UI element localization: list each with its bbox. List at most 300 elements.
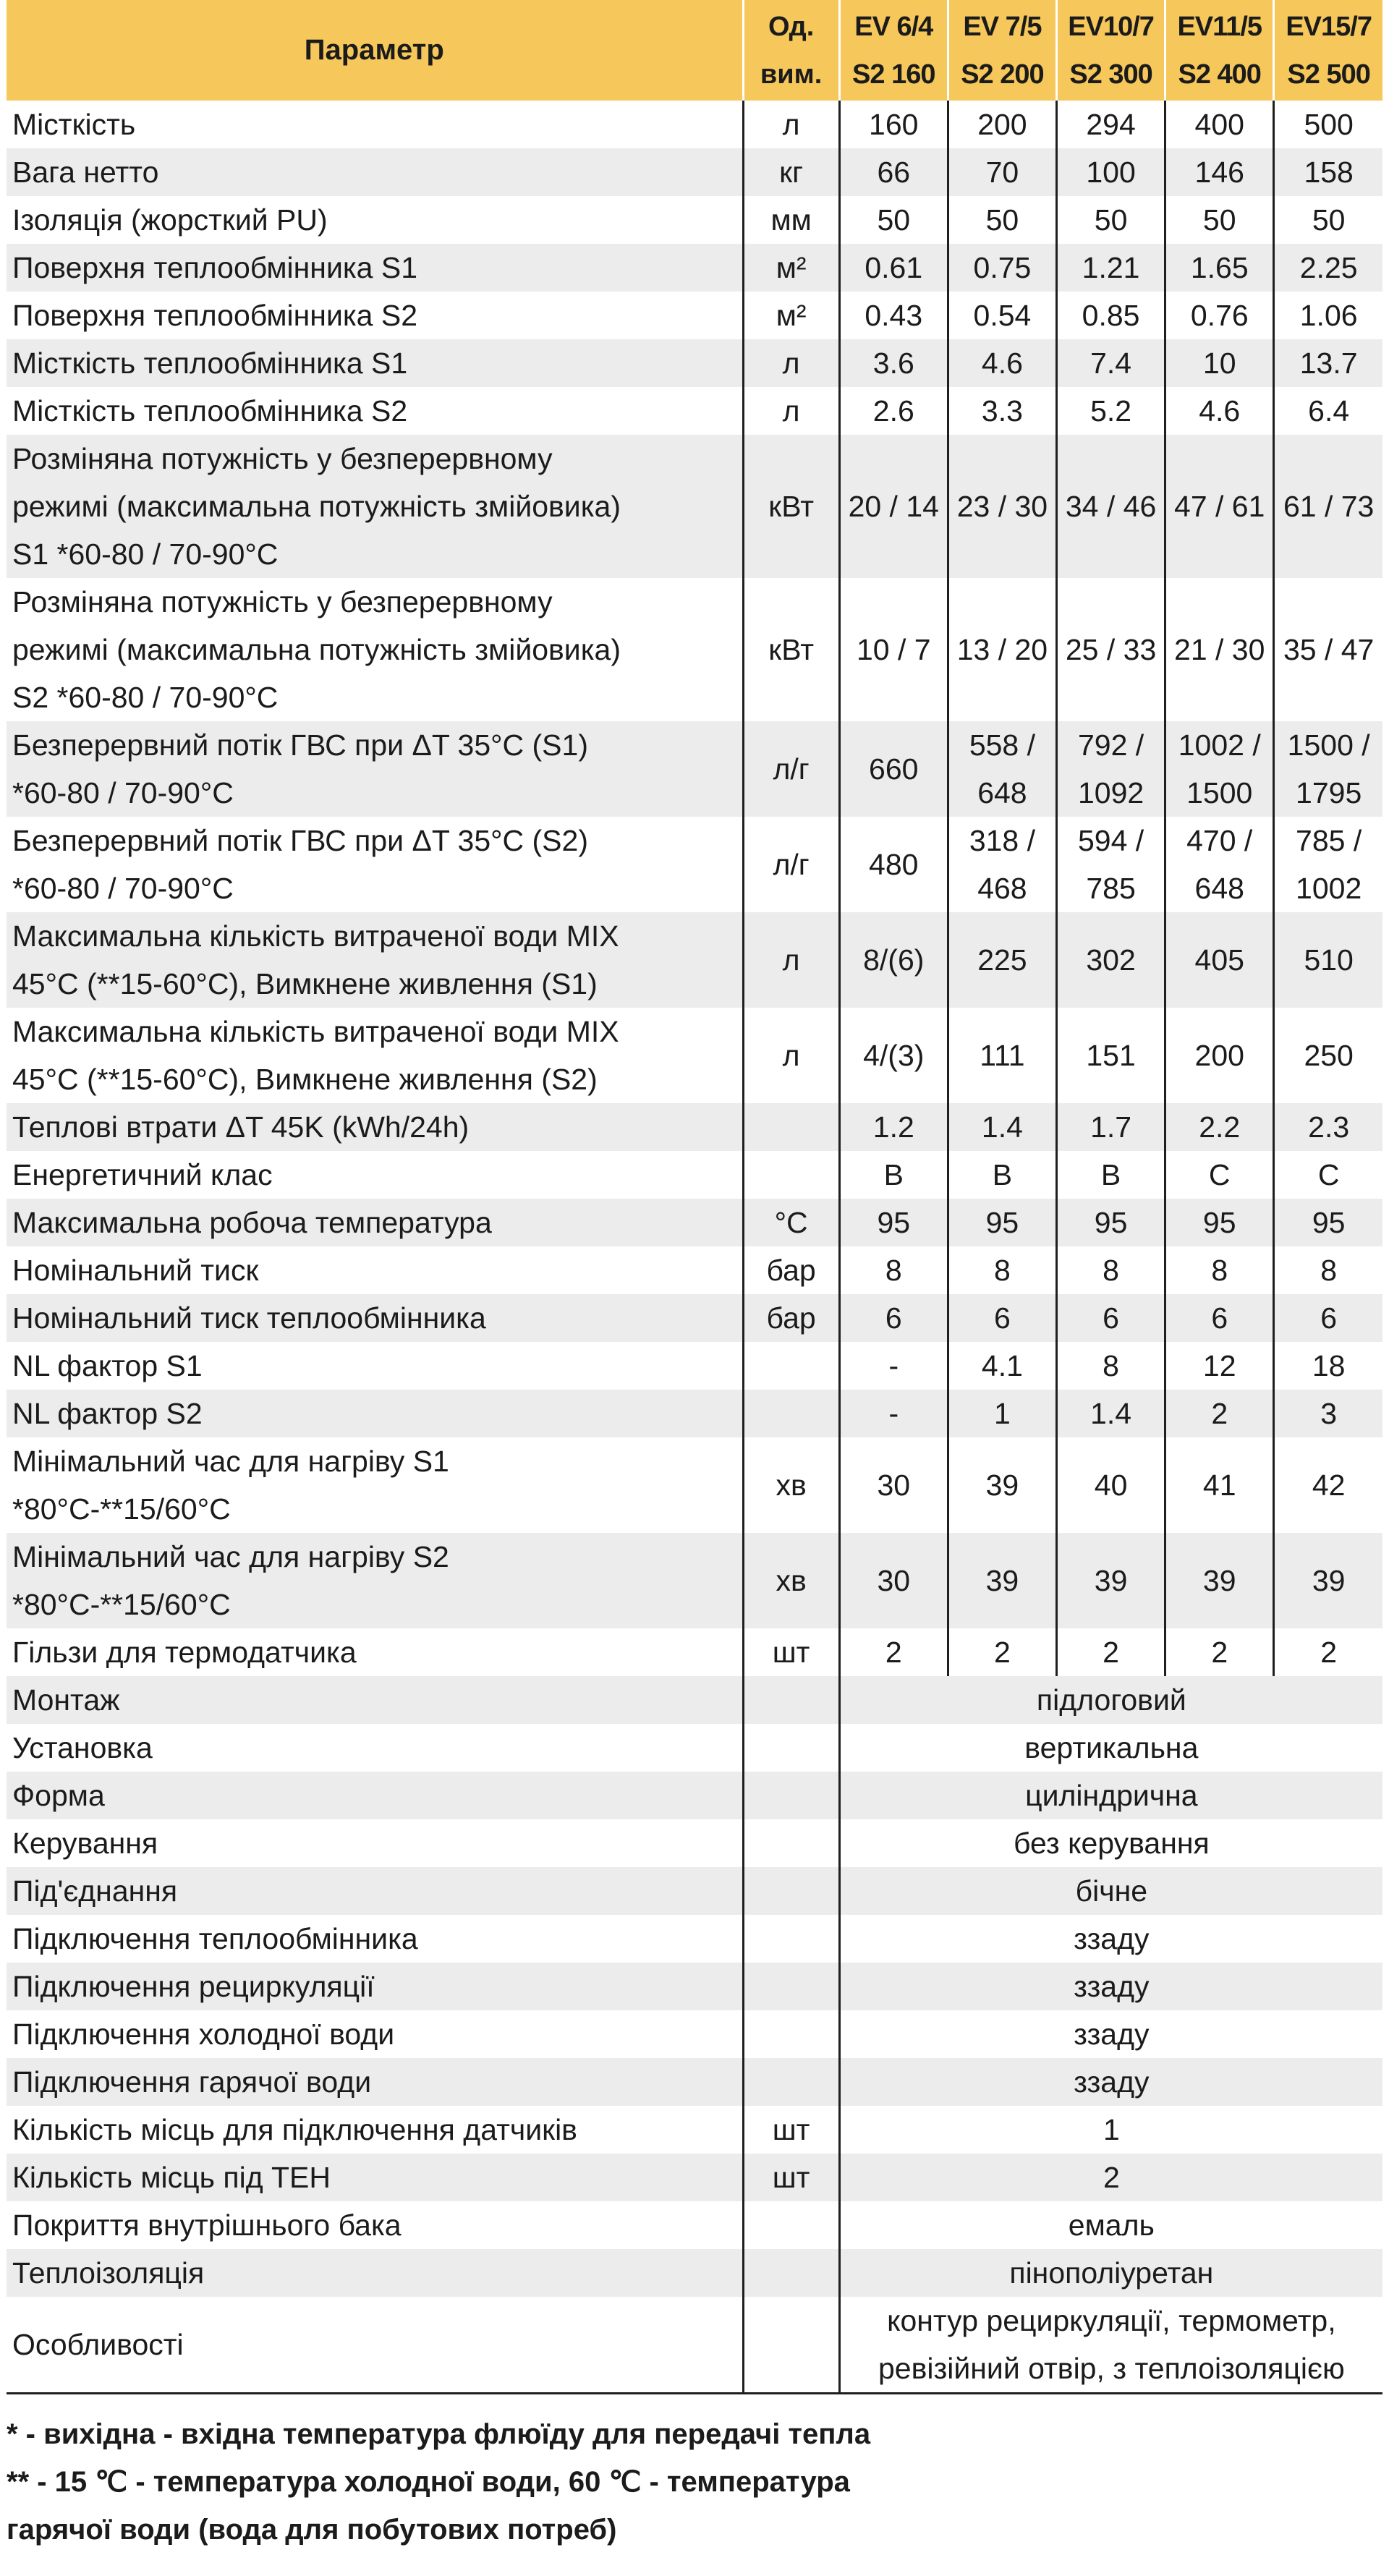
param-line: Вага нетто (12, 156, 159, 189)
param-line: режимі (максимальна потужність змійовика) (12, 633, 621, 666)
value-cell: 0.54 (948, 292, 1056, 339)
value-line: ревізійний отвір, з теплоізоляцією (878, 2352, 1345, 2385)
value-cell (1057, 578, 1165, 721)
value-cell (1057, 1008, 1165, 1103)
value-span-cell (839, 2154, 1382, 2201)
value-cell: 2 (1057, 1628, 1165, 1676)
unit-cell (743, 2058, 839, 2106)
value-line: 1 (1103, 2113, 1120, 2146)
param-line: Підключення холодної води (12, 2018, 395, 2051)
value-cell: 1.65 (1165, 244, 1274, 292)
value-span-cell (839, 1724, 1382, 1772)
value-cell: 8 (1274, 1246, 1382, 1294)
param-cell (7, 1008, 743, 1103)
table-row (7, 387, 1382, 435)
value-cell: 95 (839, 1199, 948, 1246)
value-cell: 1.21 (1057, 244, 1165, 292)
param-cell (7, 1963, 743, 2010)
unit-cell (743, 1867, 839, 1915)
table-row (7, 578, 1382, 721)
value-cell: 18 (1274, 1342, 1382, 1390)
value-cell: 50 (1057, 196, 1165, 244)
value-cell: 8 (839, 1246, 948, 1294)
value-line: 594 / (1077, 824, 1144, 857)
value-cell: 4.6 (948, 339, 1056, 387)
unit-cell: шт (743, 1628, 839, 1676)
value-span-cell (839, 1772, 1382, 1819)
header-model-line: S2 500 (1287, 59, 1370, 90)
value-cell (948, 1533, 1056, 1628)
value-cell (1274, 912, 1382, 1008)
value-cell (1165, 1437, 1274, 1533)
param-line: Особливості (12, 2328, 184, 2361)
table-row (7, 1246, 1382, 1294)
value-cell (1274, 435, 1382, 578)
value-cell: 0.85 (1057, 292, 1165, 339)
param-line: Під'єднання (12, 1874, 178, 1908)
value-cell (1165, 578, 1274, 721)
param-line: 45°C (**15-60°C), Вимкнене живлення (S1) (12, 967, 598, 1000)
table-row (7, 2201, 1382, 2249)
param-line: Енергетичний клас (12, 1158, 273, 1191)
header-model (1057, 0, 1165, 101)
value-cell (948, 578, 1056, 721)
value-cell: 10 (1165, 339, 1274, 387)
value-cell: 6 (1165, 1294, 1274, 1342)
table-row (7, 2058, 1382, 2106)
value-cell: 2.6 (839, 387, 948, 435)
value-span-cell (839, 2058, 1382, 2106)
param-cell (7, 148, 743, 196)
value-line: 4/(3) (863, 1039, 925, 1072)
value-cell: 1.4 (948, 1103, 1056, 1151)
table-row (7, 1772, 1382, 1819)
param-cell (7, 578, 743, 721)
value-cell: 95 (1165, 1199, 1274, 1246)
value-cell (1274, 1437, 1382, 1533)
param-line: Кількість місць під ТЕН (12, 2161, 331, 2194)
value-cell: 2 (948, 1628, 1056, 1676)
table-row (7, 1294, 1382, 1342)
value-line: 785 (1086, 872, 1136, 905)
value-cell (1057, 435, 1165, 578)
table-row (7, 435, 1382, 578)
param-line: Місткість (12, 108, 136, 141)
value-line: 468 (977, 872, 1027, 905)
param-cell (7, 339, 743, 387)
value-cell (839, 817, 948, 912)
header-unit-line: Од. (768, 11, 815, 42)
value-line: 23 / 30 (956, 490, 1048, 523)
value-line: 250 (1304, 1039, 1354, 1072)
value-line: бічне (1075, 1874, 1148, 1908)
value-line: 302 (1086, 943, 1136, 977)
value-cell: 500 (1274, 101, 1382, 148)
value-cell: 2 (1165, 1628, 1274, 1676)
unit-cell (743, 1676, 839, 1724)
header-model-line: EV 6/4 (854, 11, 933, 42)
value-line: 39 (985, 1468, 1019, 1502)
value-cell: 200 (948, 101, 1056, 148)
table-header (7, 0, 1382, 101)
table-row (7, 1676, 1382, 1724)
value-line: ззаду (1074, 1922, 1150, 1955)
param-line: Місткість теплообмінника S1 (12, 347, 408, 380)
value-line: 225 (977, 943, 1027, 977)
param-cell (7, 1437, 743, 1533)
value-cell (1165, 912, 1274, 1008)
param-line: Підключення теплообмінника (12, 1922, 418, 1955)
unit-cell: мм (743, 196, 839, 244)
unit-cell (743, 1772, 839, 1819)
param-cell (7, 196, 743, 244)
value-line: 1500 (1186, 776, 1253, 809)
value-cell (839, 721, 948, 817)
value-cell: 8 (948, 1246, 1056, 1294)
value-line: 20 / 14 (848, 490, 939, 523)
header-model-line: S2 300 (1069, 59, 1152, 90)
value-cell: 6 (839, 1294, 948, 1342)
value-cell: 160 (839, 101, 948, 148)
value-line: 34 / 46 (1065, 490, 1157, 523)
table-row (7, 244, 1382, 292)
header-model-line: S2 200 (961, 59, 1044, 90)
value-line: 39 (985, 1564, 1019, 1597)
table-row (7, 1342, 1382, 1390)
value-cell: 95 (1057, 1199, 1165, 1246)
unit-cell: хв (743, 1437, 839, 1533)
value-cell: 70 (948, 148, 1056, 196)
param-line: Номінальний тиск теплообмінника (12, 1301, 486, 1335)
param-cell (7, 1294, 743, 1342)
param-cell (7, 1533, 743, 1628)
value-cell: 66 (839, 148, 948, 196)
value-cell: C (1274, 1151, 1382, 1199)
param-line: Гільзи для термодатчика (12, 1636, 357, 1669)
value-cell: 0.75 (948, 244, 1056, 292)
value-line: 42 (1312, 1468, 1346, 1502)
unit-cell (743, 1103, 839, 1151)
param-line: 45°C (**15-60°C), Вимкнене живлення (S2) (12, 1063, 598, 1096)
unit-cell (743, 1819, 839, 1867)
value-cell: 8 (1057, 1246, 1165, 1294)
param-line: Покриття внутрішнього бака (12, 2209, 402, 2242)
param-line: Підключення рециркуляції (12, 1970, 375, 2003)
param-line: NL фактор S1 (12, 1349, 203, 1382)
value-cell: 146 (1165, 148, 1274, 196)
table-row (7, 2106, 1382, 2154)
value-cell: 3 (1274, 1390, 1382, 1437)
param-line: Максимальна кількість витраченої води MIX (12, 919, 619, 953)
unit-cell: л (743, 912, 839, 1008)
value-cell (1274, 1533, 1382, 1628)
value-cell: B (839, 1151, 948, 1199)
value-cell (948, 721, 1056, 817)
value-cell: 8 (1165, 1246, 1274, 1294)
value-cell: B (948, 1151, 1056, 1199)
value-cell: 0.43 (839, 292, 948, 339)
value-span-cell (839, 1819, 1382, 1867)
value-span-cell (839, 1867, 1382, 1915)
value-cell (839, 435, 948, 578)
header-model (1165, 0, 1274, 101)
value-cell: 3.3 (948, 387, 1056, 435)
value-span-cell (839, 2010, 1382, 2058)
value-line: 41 (1202, 1468, 1236, 1502)
unit-cell (743, 2010, 839, 2058)
value-cell: 294 (1057, 101, 1165, 148)
param-line: Мінімальний час для нагріву S2 (12, 1540, 449, 1573)
value-cell: 7.4 (1057, 339, 1165, 387)
unit-cell (743, 1390, 839, 1437)
unit-cell (743, 1151, 839, 1199)
value-cell (1274, 578, 1382, 721)
value-line: 405 (1194, 943, 1244, 977)
value-line: 648 (977, 776, 1027, 809)
unit-cell: шт (743, 2106, 839, 2154)
value-line: 1795 (1296, 776, 1362, 809)
value-cell (1165, 1008, 1274, 1103)
table-row (7, 912, 1382, 1008)
value-cell: 50 (839, 196, 948, 244)
value-line: 10 / 7 (856, 633, 931, 666)
value-line: 318 / (969, 824, 1036, 857)
value-cell: 2 (1165, 1390, 1274, 1437)
value-cell: 400 (1165, 101, 1274, 148)
table-row (7, 1390, 1382, 1437)
unit-cell (743, 1915, 839, 1963)
value-cell (1165, 435, 1274, 578)
value-cell (1165, 721, 1274, 817)
value-cell (839, 578, 948, 721)
unit-cell (743, 2249, 839, 2297)
table-row (7, 2154, 1382, 2201)
value-line: циліндрична (1025, 1779, 1198, 1812)
value-line: 660 (869, 752, 919, 786)
value-line: вертикальна (1024, 1731, 1199, 1764)
param-cell (7, 2249, 743, 2297)
table-row (7, 1151, 1382, 1199)
table-row (7, 1533, 1382, 1628)
value-cell (1057, 1437, 1165, 1533)
value-cell (1057, 1533, 1165, 1628)
value-cell: 13.7 (1274, 339, 1382, 387)
header-model-line: EV10/7 (1068, 11, 1154, 42)
value-cell (839, 1437, 948, 1533)
param-cell (7, 2297, 743, 2394)
param-cell (7, 1246, 743, 1294)
value-cell: 8 (1057, 1342, 1165, 1390)
value-line: 480 (869, 848, 919, 881)
unit-cell: л (743, 1008, 839, 1103)
unit-cell: шт (743, 2154, 839, 2201)
value-cell (1057, 912, 1165, 1008)
value-cell: 5.2 (1057, 387, 1165, 435)
unit-cell: бар (743, 1246, 839, 1294)
unit-cell (743, 1342, 839, 1390)
value-line: 39 (1202, 1564, 1236, 1597)
value-cell: 6 (1274, 1294, 1382, 1342)
table-row (7, 1724, 1382, 1772)
value-line: ззаду (1074, 2018, 1150, 2051)
value-cell: 50 (1165, 196, 1274, 244)
header-param: Параметр (7, 0, 743, 101)
param-cell (7, 2058, 743, 2106)
table-row (7, 1819, 1382, 1867)
value-line: 40 (1094, 1468, 1128, 1502)
table-row (7, 101, 1382, 148)
param-cell (7, 1103, 743, 1151)
value-cell: 100 (1057, 148, 1165, 196)
param-cell (7, 1676, 743, 1724)
value-line: підлоговий (1036, 1683, 1186, 1717)
value-cell (1274, 721, 1382, 817)
value-cell: 0.61 (839, 244, 948, 292)
param-line: Монтаж (12, 1683, 120, 1717)
value-line: 47 / 61 (1174, 490, 1265, 523)
param-cell (7, 721, 743, 817)
value-line: 151 (1086, 1039, 1136, 1072)
param-cell (7, 292, 743, 339)
value-span-cell (839, 2106, 1382, 2154)
param-line: Керування (12, 1827, 158, 1860)
value-line: ззаду (1074, 2065, 1150, 2099)
value-cell (839, 912, 948, 1008)
value-cell: 1.06 (1274, 292, 1382, 339)
unit-cell: кг (743, 148, 839, 196)
param-line: Поверхня теплообмінника S2 (12, 299, 418, 332)
value-line: 30 (877, 1468, 911, 1502)
unit-cell: хв (743, 1533, 839, 1628)
param-cell (7, 244, 743, 292)
param-cell (7, 1772, 743, 1819)
value-cell: 50 (1274, 196, 1382, 244)
table-row (7, 817, 1382, 912)
unit-cell: л/г (743, 817, 839, 912)
param-line: *80°C-**15/60°C (12, 1492, 231, 1526)
value-line: контур рециркуляції, термометр, (887, 2304, 1336, 2337)
value-cell: C (1165, 1151, 1274, 1199)
value-cell (839, 1533, 948, 1628)
value-line: 510 (1304, 943, 1354, 977)
value-cell: - (839, 1390, 948, 1437)
value-line: 648 (1194, 872, 1244, 905)
param-line: Безперервний потік ГВС при ΔT 35°C (S1) (12, 728, 588, 762)
param-line: Розміняна потужність у безперервному (12, 442, 553, 475)
value-cell: 50 (948, 196, 1056, 244)
unit-cell: м² (743, 244, 839, 292)
param-cell (7, 1724, 743, 1772)
param-cell (7, 2010, 743, 2058)
table-row (7, 721, 1382, 817)
unit-cell (743, 1724, 839, 1772)
value-span-cell (839, 1963, 1382, 2010)
param-cell (7, 1867, 743, 1915)
table-row (7, 1008, 1382, 1103)
value-line: 35 / 47 (1283, 633, 1375, 666)
value-line: 25 / 33 (1065, 633, 1157, 666)
value-line: 111 (980, 1039, 1025, 1072)
param-line: Підключення гарячої води (12, 2065, 372, 2099)
header-model-line: EV 7/5 (963, 11, 1042, 42)
value-cell: 3.6 (839, 339, 948, 387)
param-cell (7, 1151, 743, 1199)
value-line: 8/(6) (863, 943, 925, 977)
value-span-cell (839, 1915, 1382, 1963)
unit-cell (743, 2201, 839, 2249)
value-cell: 95 (1274, 1199, 1382, 1246)
unit-cell: л (743, 101, 839, 148)
param-line: *80°C-**15/60°C (12, 1588, 231, 1621)
value-cell: 2.25 (1274, 244, 1382, 292)
value-cell (839, 1008, 948, 1103)
unit-cell: л (743, 339, 839, 387)
param-line: Безперервний потік ГВС при ΔT 35°C (S2) (12, 824, 588, 857)
param-cell (7, 101, 743, 148)
value-cell: 1.7 (1057, 1103, 1165, 1151)
param-cell (7, 912, 743, 1008)
param-cell (7, 387, 743, 435)
table-row (7, 1867, 1382, 1915)
table-body (7, 101, 1382, 2394)
unit-cell: бар (743, 1294, 839, 1342)
value-line: 792 / (1077, 728, 1144, 762)
unit-cell: м² (743, 292, 839, 339)
param-line: Форма (12, 1779, 105, 1812)
param-line: Ізоляція (жорсткий PU) (12, 203, 328, 237)
param-line: Місткість теплообмінника S2 (12, 394, 408, 428)
value-cell: 2.3 (1274, 1103, 1382, 1151)
param-line: NL фактор S2 (12, 1397, 203, 1430)
unit-cell (743, 1963, 839, 2010)
param-line: *60-80 / 70-90°C (12, 872, 234, 905)
header-model-line: EV15/7 (1286, 11, 1372, 42)
header-model (948, 0, 1056, 101)
value-line: 470 / (1186, 824, 1253, 857)
param-cell (7, 2106, 743, 2154)
footnote-line: ** - 15 ℃ - температура холодної води, 60 ℃ - температура (7, 2466, 850, 2498)
param-line: Максимальна кількість витраченої води MIX (12, 1015, 619, 1048)
value-cell: 6 (948, 1294, 1056, 1342)
param-line: Розміняна потужність у безперервному (12, 585, 553, 619)
param-line: Кількість місць для підключення датчиків (12, 2113, 577, 2146)
value-cell (1274, 817, 1382, 912)
param-line: Номінальний тиск (12, 1254, 259, 1287)
param-line: режимі (максимальна потужність змійовика) (12, 490, 621, 523)
param-line: *60-80 / 70-90°C (12, 776, 234, 809)
param-cell (7, 817, 743, 912)
value-cell: 1.2 (839, 1103, 948, 1151)
footnotes (7, 2410, 1389, 2554)
value-line: 1500 / (1287, 728, 1370, 762)
table-row (7, 292, 1382, 339)
value-span-cell (839, 2297, 1382, 2394)
value-line: 39 (1312, 1564, 1346, 1597)
unit-cell: кВт (743, 578, 839, 721)
value-cell (948, 1437, 1056, 1533)
param-cell (7, 1819, 743, 1867)
table-row (7, 2297, 1382, 2394)
param-cell (7, 1628, 743, 1676)
param-cell (7, 1199, 743, 1246)
param-line: Теплоізоляція (12, 2256, 205, 2290)
value-line: 21 / 30 (1174, 633, 1265, 666)
value-cell: 4.1 (948, 1342, 1056, 1390)
table-row (7, 2249, 1382, 2297)
header-unit-line: вим. (760, 59, 823, 90)
param-cell (7, 435, 743, 578)
param-cell (7, 1915, 743, 1963)
